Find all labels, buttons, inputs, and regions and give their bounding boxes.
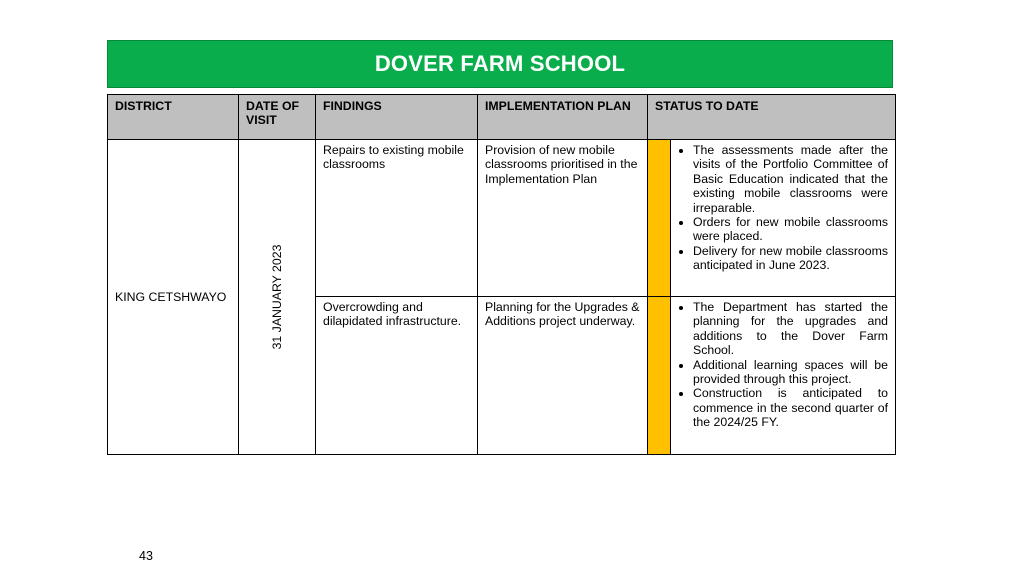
status-item: • Delivery for new mobile classrooms anticipated in June 2023. [693,244,888,273]
table-row [108,140,896,297]
district-cell: KING CETSHWAYO [108,140,239,455]
finding-cell: Overcrowding and dilapidated infrastructure. [316,297,478,455]
status-cell [671,140,896,297]
status-item: • Orders for new mobile classrooms were placed. [693,215,888,244]
status-list [677,143,888,273]
school-status-table [107,94,896,455]
status-list [677,300,888,430]
date-of-visit-cell [239,140,316,455]
page-number: 43 [139,549,153,563]
status-color-indicator [648,297,671,455]
header-date-of-visit: DATE OF VISIT [239,95,316,140]
plan-cell: Planning for the Upgrades & Additions project underway. [478,297,648,455]
status-item: • The Department has started the planning for the upgrades and additions to the Dover Farm School. [693,300,888,358]
date-of-visit-text: 31 JANUARY 2023 [269,244,284,350]
status-item: • The assessments made after the visits of the Portfolio Committee of Basic Education indicated that the existing mobile classrooms were irreparable. [693,143,888,215]
header-status-to-date: STATUS TO DATE [648,95,896,140]
status-item: • Construction is anticipated to commence in the second quarter of the 2024/25 FY. [693,386,888,429]
title-banner [107,40,893,88]
header-implementation-plan: IMPLEMENTATION PLAN [478,95,648,140]
header-district: DISTRICT [108,95,239,140]
finding-cell: Repairs to existing mobile classrooms [316,140,478,297]
header-findings: FINDINGS [316,95,478,140]
page-title: DOVER FARM SCHOOL [374,51,626,76]
table-header-row [108,95,896,140]
status-cell [671,297,896,455]
status-color-indicator [648,140,671,297]
plan-cell: Provision of new mobile classrooms prioritised in the Implementation Plan [478,140,648,297]
status-item: • Additional learning spaces will be provided through this project. [693,358,888,387]
